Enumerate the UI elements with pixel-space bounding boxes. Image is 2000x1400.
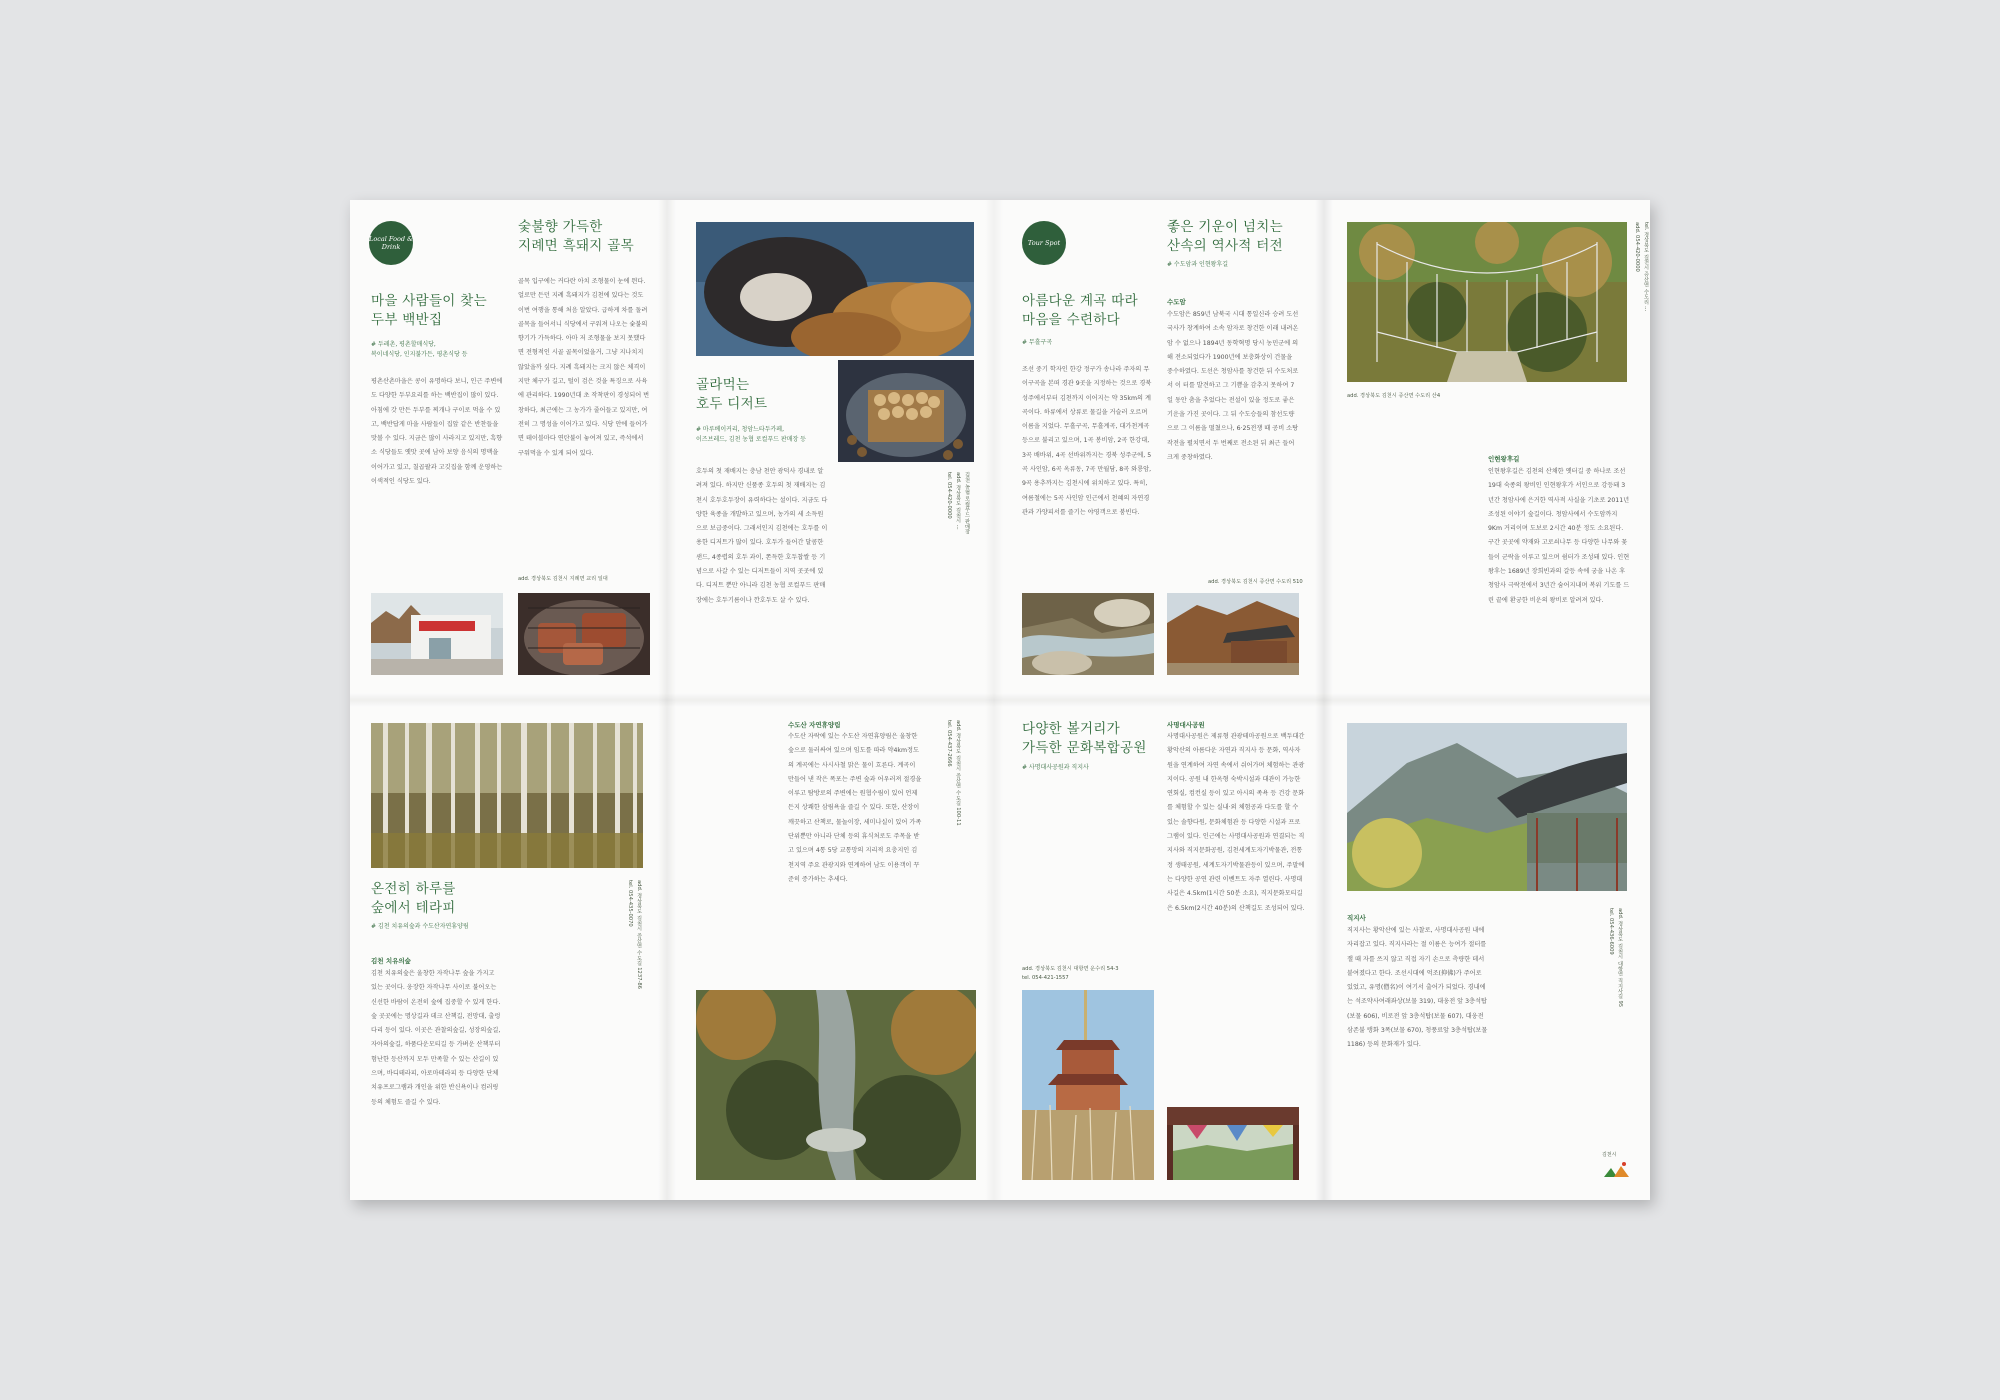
- panel8-address: add. 경상북도 김천시 대항면 직지사길 95 tel. 054-436-6009: [1608, 908, 1623, 1008]
- panel3-tag-b: # 무흘구곡: [1022, 339, 1053, 346]
- panel4-address: tel. 경상북도 김천시 증산면 수도리 ... add. 054-420-0000: [1634, 222, 1649, 312]
- walnut-photo: [838, 360, 974, 462]
- panel4-sub: 인현왕후길: [1488, 455, 1520, 463]
- panel6-body: 수도산 자락에 있는 수도산 자연휴양림은 울창한 숲으로 둘러싸여 있으며 임도를 따라 약4km정도의 계곡에는 사시사철 맑은 물이 흐른다. 계곡이 만들어 낸 작은 폭포는 주변 숲과 어우러져 절경을 이루고 탐방로의 주변에는 원협수림이 있어 언제든지 상쾌한 삼림욕을 즐길 수 있다. 또한, 산장이 깨끗하고 산책로, 물놀이장, 세미나실이 있어 가족 단위뿐만 아니라 단체 등의 휴식처로도 주목을 받고 있으며 4통 5당 교통망의 지리적 요충지인 김천지역 주요 관광지와 연계하여 남도 이용객이 꾸준히 증가하는 추세다.: [788, 733, 922, 883]
- logo-text: 김천시: [1602, 1152, 1617, 1158]
- panel8-sub: 직지사: [1347, 914, 1366, 922]
- panel7-body: 사명대사공원은 제류형 관광테마공원으로 백두대간 황악산의 아름다운 자연과 직지사 등 문화, 역사자원을 연계하여 자연 속에서 쉬어가며 체험하는 관광지이다. 공원 내 한옥형 숙박시설과 대관이 가능한 연회실, 컴컨실 등이 있고 아시의 족욕 등 건강 문화를 체험할 수 있는 실내·외 체험공과 다도를 할 수 있는 솔향다원, 문화체험관 등 다양한 시설과 프로그램이 있다. 인근에는 사명대사공원과 연결되는 직지사와 직지문화공원, 김천세계도자기박물관, 전통정 생태공원, 세계도자기박물관등이 있으며, 주말에는 다양한 공연 관련 이벤트도 자주 열린다. 사명대사길은 4.5km(1시간 50분 소요), 직지문화모티길은 6.5km(2시간 40분)의 산책길도 조성되어 있다.: [1167, 733, 1305, 912]
- panel4-caption: add. 경상북도 김천시 증산면 수도리 산4: [1347, 393, 1441, 399]
- panel7-tag: # 사명대사공원과 직지사: [1022, 764, 1089, 771]
- panel1-address: add. 경상북도 김천시 지례면 교리 일대: [518, 576, 608, 582]
- tour-spot-badge: Tour Spot: [1022, 221, 1066, 265]
- gimcheon-logo: [1602, 1152, 1632, 1178]
- panel5-title: 온전히 하루를 숲에서 테라피: [371, 881, 456, 916]
- panel1-title-b: 마을 사람들이 찾는 두부 백반집: [371, 293, 487, 328]
- panel7-address: add. 경상북도 김천시 대항면 운수리 54-3 tel. 054-421-1557: [1022, 966, 1119, 981]
- panel4-body: 인현왕후길은 김천의 산채한 옛터길 중 하나로 조선19대 숙종의 왕비인 인현왕후가 서인으로 강등돼 3년간 청암사에 은거한 역사적 사실을 기초로 2011년 조성된 이야기 숲길이다. 청암사에서 수도암까지 9Km 거리이며 도보로 2시간 40분 정도 소요된다. 구간 곳곳에 약재와 고로쇠나무 등 다양한 나무와 꽃들이 군락을 이루고 있으며 쉼터가 조성돼 있다. 인현왕후는 1689년 장희빈과의 갈등 속에 궁을 나온 후 청암사 극락전에서 3년간 숨어지내며 복위 기도를 드린 끝에 환궁한 비운의 왕비로 알려져 있다.: [1488, 468, 1630, 604]
- brochure-sheet: [350, 200, 1650, 1200]
- panel1-tag: # 두레촌, 평촌할매식당, 복이네식당, 인지불가든, 평촌식당 등: [371, 341, 468, 358]
- suspension-bridge-photo: [1347, 222, 1627, 382]
- birch-forest-photo: [371, 723, 643, 868]
- panel3-sub-a: 수도암: [1167, 298, 1186, 306]
- panel3-title-a: 좋은 기운이 넘치는 산속의 역사적 터전: [1167, 219, 1283, 254]
- panel7-title: 다양한 볼거리가 가득한 문화복합공원: [1022, 721, 1147, 756]
- panel8-body: 직지사는 황악산에 있는 사찰로, 사명대사공원 내에 자리잡고 있다. 직지사라는 절 이름은 능여가 절터를 잴 때 자를 쓰지 않고 직접 자기 손으로 측량한 데서 붙여졌다고 한다. 조선시대에 억조(抑佛)가 주어로 있었고, 유명(僧名)이 여기서 출어가 되었다. 경내에는 석조약사여래좌상(보물 319), 대웅전 앞 3층석탑(보물 606), 비로전 앞 3층석탑(보물 607), 대웅전 삼존불 탱화 3폭(보물 670), 청풍료앞 3층석탑(보물 1186) 등의 문화재가 있다.: [1347, 927, 1488, 1049]
- jikjisa-temple-photo: [1347, 723, 1627, 891]
- panel5-sub: 김천 치유의숲: [371, 957, 411, 965]
- panel2-address: 김천 농협 로컬푸드 판매장 add. 경상북도 김천시 ... tel. 054-420-0000: [946, 472, 970, 535]
- panel2-body: 호두의 첫 재배지는 충남 천안 광덕사 경내로 알려져 있다. 하지만 신품종 호두의 첫 재배지는 김천시 호두호두장이 유력하다는 설이다. 지금도 다양한 육종을 개발하고 있으며, 농가의 세 소득원으로 보급중이다. 그래서인지 김천에는 호두를 이용한 디저트가 많이 있다. 호두가 들어간 달콤한 샌드, 4종렵의 호두 과이, 쫀득한 호두찹쌀 등 기념으로 사갈 수 있는 디저트들이 지역 곳곳에 있다. 디저트 뿐만 아니라 김천 농협 로컬푸드 판매장에는 호두기름이나 깐호두도 살 수 있다.: [696, 468, 828, 604]
- panel2-title: 골라먹는 호두 디저트: [696, 377, 768, 412]
- panel3-title-b: 아름다운 계곡 따라 마음을 수련하다: [1022, 293, 1138, 328]
- pagoda-reeds-photo: [1022, 990, 1154, 1180]
- temple-autumn-photo: [1167, 593, 1299, 675]
- panel3-address: add. 경상북도 김천시 증산면 수도리 510: [1208, 579, 1303, 585]
- pavilion-view-photo: [1167, 1107, 1299, 1180]
- panel3-body-a: 수도암은 859년 남북국 시대 통일신라 승려 도선국사가 창계하여 소속 암자로 창건한 이래 내려온 암 수 없으나 1894년 동학혁명 당시 농민군에 의해 전소되었다가 1900년에 보충화상이 건물을 중수하였다. 도선은 청암사를 창건한 뒤 수도처로서 이 터를 발견하고 그 기쁨을 감추지 못하여 7일 동안 춤을 추었다는 전설이 있을 정도로 좋은 기운을 가진 곳이다. 그 뒤 수도승들의 참선도량으로 그 이름을 떨쳤으나, 6·25전쟁 때 공비 소탕작전을 펼치면서 두 번째로 전소된 뒤 최근 들어 크게 중창하였다.: [1167, 311, 1299, 461]
- panel1-body-a: 골목 입구에는 커다란 아치 조형물이 눈에 띈다. 얼로만 든던 지례 흑돼지가 김천에 있다는 것도 이번 여행을 통해 처음 알았다. 급하게 차를 돌려 골목을 들어서니 식당에서 구워져 나오는 숯불의 향기가 가득하다. 아마 저 조형물을 보지 못했다면 전형적인 시골 골목이었을거, 그냥 지나치지 않았을까 싶다. 지례 흑돼지는 크지 않은 체격이지만 체구가 길고, 털이 검은 것을 특징으로 사육에 관리하다. 1990년대 초 작착판이 경성되어 번창하다, 최근에는 그 농가가 줄어들고 있지만, 여전히 그 명성을 이어가고 있다. 식당 안에 들어가면 테이블마다 연탄불이 놓여져 있고, 즉석에서 구워먹을 수 있게 되어 있다.: [518, 278, 650, 457]
- panel5-address: add. 경상북도 김천시 증산면 수도길 1237-86 tel. 054-435-0070: [627, 880, 642, 989]
- panel2-tag: # 마루베이커리, 청암느타두카페, 이즈브레드, 김천 농협 로컬푸드 판매장 등: [696, 426, 806, 443]
- fold-line: [350, 693, 1650, 707]
- charcoal-bread-photo: [696, 222, 974, 356]
- restaurant-photo: [371, 593, 503, 675]
- forest-stream-photo: [696, 990, 976, 1180]
- valley-stream-photo: [1022, 593, 1154, 675]
- local-food-badge: Local Food & Drink: [369, 221, 413, 265]
- panel5-body: 김천 치유의숲은 울창한 자작나무 숲을 가지고 있는 곳이다. 웅장한 자작나무 사이로 불어오는 신선한 바람이 온전히 숲에 집중할 수 있게 한다. 숲 곳곳에는 명상길과 데크 산책길, 전망대, 출렁다리 등이 있다. 이곳은 관찰의숲길, 성장의숲길, 자아의숲길, 하품다운모티길 등 가벼운 산책부터 험난한 등산까지 모두 만족할 수 있는 산길이 있으며, 바디테라피, 아로마테라피 등 다양한 단체 치유프로그램과 개인을 위한 반신욕이나 컴러링 등의 체험도 즐길 수 있다.: [371, 970, 501, 1106]
- panel1-title-a: 숯불향 가득한 지례면 흑돼지 골목: [518, 219, 634, 254]
- panel6-sub: 수도산 자연휴양림: [788, 721, 841, 729]
- panel6-address: add. 경상북도 김천시 증산면 수도길 100-11 tel. 054-437-2666: [946, 720, 961, 826]
- panel1-body-b: 평촌산촌마을은 콩이 유명하다 보니, 인근 주변에도 다양한 두부요리를 하는 백반집이 많이 있다. 아침에 갓 만든 두부를 찌개나 구이로 먹을 수 있고, 백반답게 마을 사람들이 집앞 같은 반찬들을 맛볼 수 있다. 지금은 많이 사라지고 있지만, 흑향소 식당들도 옛맛 곳에 남아 보양 음식의 명맥을 이어가고 있고, 칠곱팔과 고깃집을 함께 운영하는 이색적인 식당도 있다.: [371, 378, 503, 486]
- panel3-body-b: 조선 중기 학자인 한강 정구가 송나라 주자의 무이구곡을 본떠 경관 9곳을 지정하는 것으로 경북 성주에서부터 김천까지 이어지는 약 35km의 계곡이다. 하류에서 상류로 물길을 거슬러 오르며 이름을 지었다. 무흘구곡, 무흘계곡, 대가천계곡 등으로 불리고 있으며, 1곡 봉비암, 2곡 한강대, 3곡 배바위, 4곡 선바위까지는 경북 성주군에, 5곡 사인암, 6곡 옥류동, 7곡 만월담, 8곡 와룡암, 9곡 용추까지는 김천시에 위치하고 있다. 특히, 여름철에는 5곡 사인암 인근에서 천혜의 자연경관과 가양피서를 즐기는 야영객으로 붐빈다.: [1022, 366, 1152, 516]
- panel5-tag: # 김천 치유의숲과 수도산자연휴양림: [371, 923, 469, 930]
- panel7-sub: 사명대사공원: [1167, 721, 1205, 729]
- panel3-tag-a: # 수도암과 인현왕후길: [1167, 261, 1229, 268]
- grilled-pork-photo: [518, 593, 650, 675]
